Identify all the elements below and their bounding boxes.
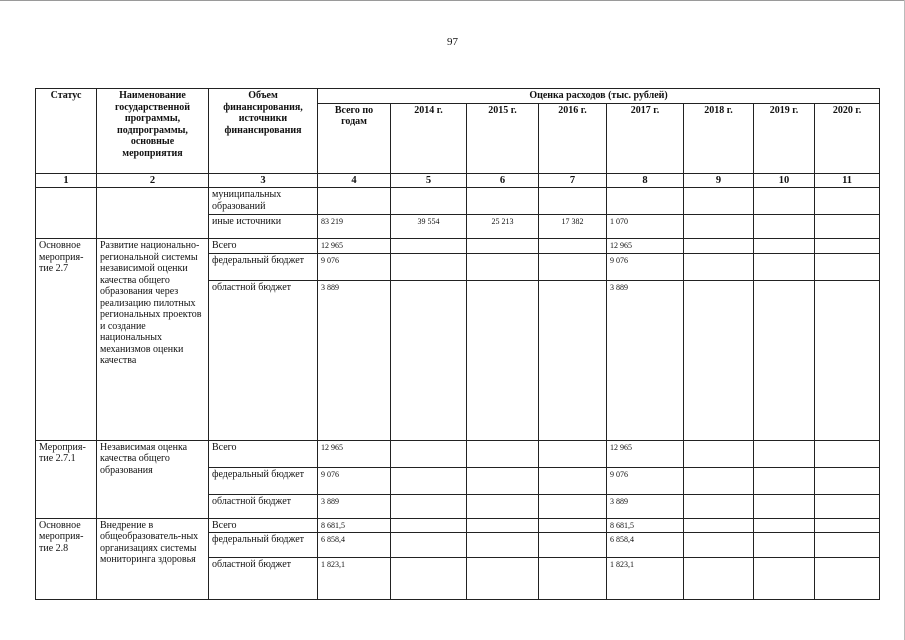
value-2020-cell	[815, 280, 880, 440]
value-2020-cell	[815, 533, 880, 558]
value-2018-cell	[684, 188, 754, 215]
source-cell: областной бюджет	[209, 280, 318, 440]
value-2016-cell	[539, 467, 607, 494]
budget-table	[35, 88, 880, 600]
source-cell: областной бюджет	[209, 494, 318, 518]
column-number: 5	[391, 173, 467, 188]
value-2017-cell: 9 076	[607, 467, 684, 494]
value-2018-cell	[684, 239, 754, 254]
source-cell: Всего	[209, 440, 318, 467]
value-2015-cell	[467, 239, 539, 254]
value-2018-cell	[684, 518, 754, 533]
header-expenses-title: Оценка расходов (тыс. рублей)	[318, 89, 880, 104]
source-cell: Всего	[209, 239, 318, 254]
source-cell: федеральный бюджет	[209, 467, 318, 494]
value-2019-cell	[754, 467, 815, 494]
column-number: 10	[754, 173, 815, 188]
source-cell: областной бюджет	[209, 558, 318, 600]
value-2016-cell	[539, 440, 607, 467]
name-cell: Развитие национально-региональной системы независимой оценки качества общего образования через реализацию пилотных региональных проектов и создание национальных механизмов оценки качества	[97, 239, 209, 441]
value-2014-cell	[391, 188, 467, 215]
total-cell: 12 965	[318, 440, 391, 467]
value-2018-cell	[684, 533, 754, 558]
column-number-row	[36, 173, 880, 188]
value-2015-cell	[467, 253, 539, 280]
value-2016-cell	[539, 280, 607, 440]
value-2019-cell	[754, 253, 815, 280]
column-number: 6	[467, 173, 539, 188]
value-2017-cell: 9 076	[607, 253, 684, 280]
source-cell: Всего	[209, 518, 318, 533]
value-2020-cell	[815, 253, 880, 280]
value-2016-cell: 17 382	[539, 215, 607, 239]
status-cell-empty	[36, 188, 97, 239]
scan-top-edge	[0, 0, 905, 1]
value-2017-cell: 12 965	[607, 440, 684, 467]
value-2014-cell	[391, 533, 467, 558]
value-2014-cell	[391, 253, 467, 280]
header-year-2018: 2018 г.	[684, 103, 754, 173]
column-number: 7	[539, 173, 607, 188]
table-row	[36, 440, 880, 467]
header-name: Наименование государственной программы, подпрограммы, основные мероприятия	[97, 89, 209, 174]
column-number: 3	[209, 173, 318, 188]
value-2015-cell	[467, 440, 539, 467]
column-number: 9	[684, 173, 754, 188]
value-2019-cell	[754, 518, 815, 533]
value-2017-cell: 1 823,1	[607, 558, 684, 600]
source-cell: иные источники	[209, 215, 318, 239]
source-cell: федеральный бюджет	[209, 533, 318, 558]
value-2015-cell	[467, 280, 539, 440]
total-cell: 9 076	[318, 467, 391, 494]
value-2016-cell	[539, 253, 607, 280]
value-2017-cell: 12 965	[607, 239, 684, 254]
value-2018-cell	[684, 467, 754, 494]
value-2016-cell	[539, 558, 607, 600]
value-2018-cell	[684, 440, 754, 467]
total-cell: 1 823,1	[318, 558, 391, 600]
value-2017-cell: 3 889	[607, 494, 684, 518]
value-2020-cell	[815, 494, 880, 518]
total-cell	[318, 188, 391, 215]
value-2014-cell	[391, 558, 467, 600]
column-number: 1	[36, 173, 97, 188]
header-year-2014: 2014 г.	[391, 103, 467, 173]
value-2020-cell	[815, 467, 880, 494]
value-2017-cell: 8 681,5	[607, 518, 684, 533]
value-2015-cell: 25 213	[467, 215, 539, 239]
value-2015-cell	[467, 533, 539, 558]
header-year-2020: 2020 г.	[815, 103, 880, 173]
value-2015-cell	[467, 518, 539, 533]
name-cell: Внедрение в общеобразователь-ных организациях системы мониторинга здоровья	[97, 518, 209, 600]
value-2020-cell	[815, 558, 880, 600]
name-cell-empty	[97, 188, 209, 239]
value-2015-cell	[467, 494, 539, 518]
header-year-2019: 2019 г.	[754, 103, 815, 173]
status-cell: Основное мероприя-тие 2.8	[36, 518, 97, 600]
value-2018-cell	[684, 253, 754, 280]
value-2016-cell	[539, 518, 607, 533]
total-cell: 3 889	[318, 494, 391, 518]
value-2016-cell	[539, 239, 607, 254]
value-2019-cell	[754, 215, 815, 239]
header-volume: Объем финансирования, источники финансирования	[209, 89, 318, 174]
table-row	[36, 239, 880, 254]
value-2015-cell	[467, 558, 539, 600]
value-2018-cell	[684, 215, 754, 239]
value-2020-cell	[815, 518, 880, 533]
value-2014-cell	[391, 440, 467, 467]
value-2014-cell	[391, 239, 467, 254]
value-2020-cell	[815, 440, 880, 467]
value-2018-cell	[684, 494, 754, 518]
column-number: 11	[815, 173, 880, 188]
column-number: 4	[318, 173, 391, 188]
header-year-2016: 2016 г.	[539, 103, 607, 173]
total-cell: 12 965	[318, 239, 391, 254]
value-2014-cell	[391, 280, 467, 440]
value-2019-cell	[754, 494, 815, 518]
total-cell: 6 858,4	[318, 533, 391, 558]
value-2020-cell	[815, 188, 880, 215]
total-cell: 3 889	[318, 280, 391, 440]
value-2019-cell	[754, 440, 815, 467]
column-number: 8	[607, 173, 684, 188]
value-2020-cell	[815, 215, 880, 239]
value-2014-cell: 39 554	[391, 215, 467, 239]
value-2016-cell	[539, 494, 607, 518]
value-2019-cell	[754, 188, 815, 215]
value-2019-cell	[754, 239, 815, 254]
table-row	[36, 188, 880, 215]
value-2015-cell	[467, 188, 539, 215]
value-2017-cell: 6 858,4	[607, 533, 684, 558]
header-year-2017: 2017 г.	[607, 103, 684, 173]
header-year-2015: 2015 г.	[467, 103, 539, 173]
value-2018-cell	[684, 558, 754, 600]
value-2019-cell	[754, 558, 815, 600]
column-number: 2	[97, 173, 209, 188]
value-2018-cell	[684, 280, 754, 440]
value-2017-cell: 3 889	[607, 280, 684, 440]
source-cell: муниципальных образований	[209, 188, 318, 215]
value-2019-cell	[754, 533, 815, 558]
page-number: 97	[447, 36, 458, 48]
value-2014-cell	[391, 467, 467, 494]
value-2016-cell	[539, 188, 607, 215]
value-2014-cell	[391, 494, 467, 518]
value-2014-cell	[391, 518, 467, 533]
value-2017-cell	[607, 188, 684, 215]
value-2016-cell	[539, 533, 607, 558]
value-2017-cell: 1 070	[607, 215, 684, 239]
header-status: Статус	[36, 89, 97, 174]
value-2015-cell	[467, 467, 539, 494]
header-total: Всего по годам	[318, 103, 391, 173]
value-2020-cell	[815, 239, 880, 254]
total-cell: 9 076	[318, 253, 391, 280]
total-cell: 83 219	[318, 215, 391, 239]
total-cell: 8 681,5	[318, 518, 391, 533]
value-2019-cell	[754, 280, 815, 440]
status-cell: Основное мероприя-тие 2.7	[36, 239, 97, 441]
name-cell: Независимая оценка качества общего образования	[97, 440, 209, 518]
source-cell: федеральный бюджет	[209, 253, 318, 280]
status-cell: Мероприя-тие 2.7.1	[36, 440, 97, 518]
table-row	[36, 518, 880, 533]
